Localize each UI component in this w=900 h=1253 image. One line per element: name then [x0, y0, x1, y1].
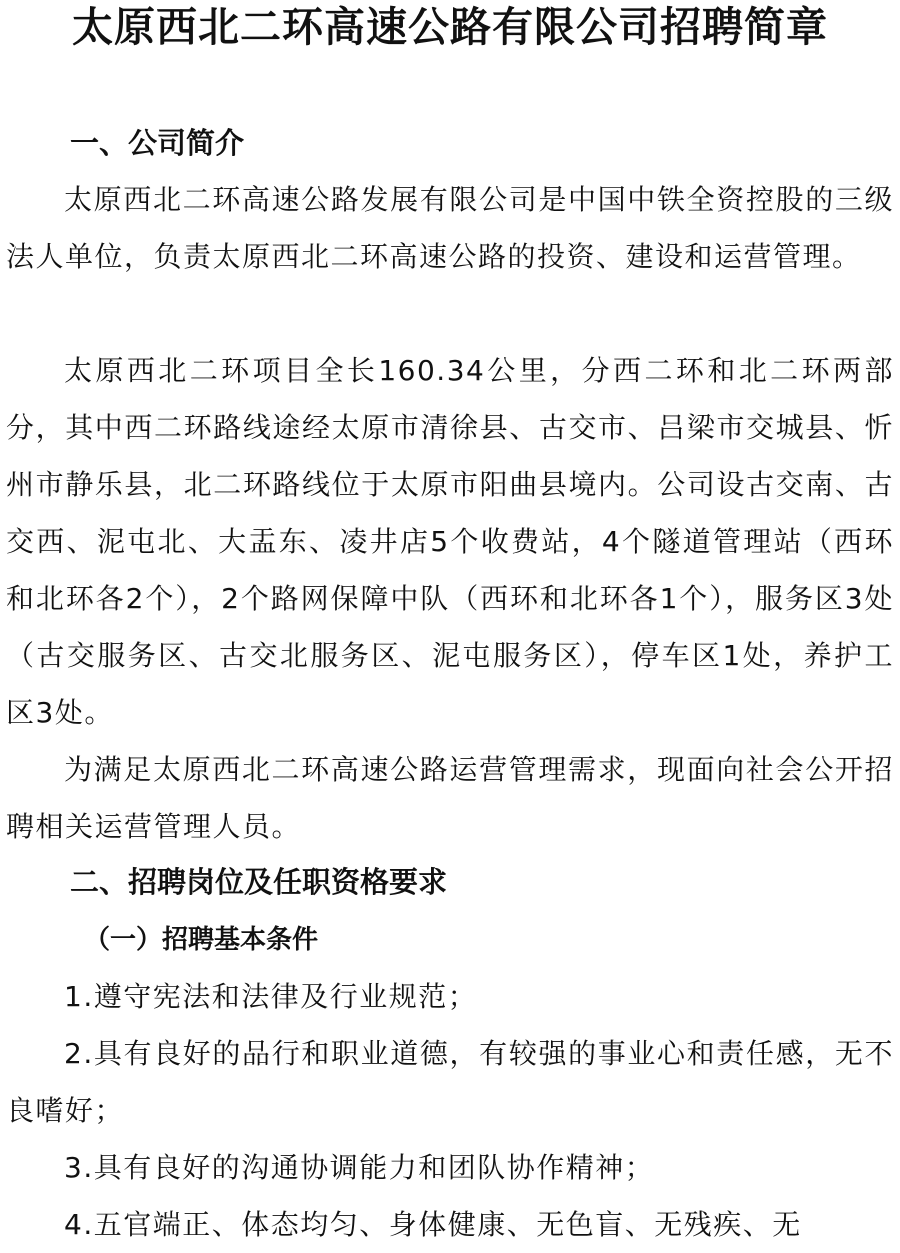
list-item: 4.五官端正、体态均匀、身体健康、无色盲、无残疾、无: [64, 1208, 802, 1241]
subheading-basic-conditions: （一）招聘基本条件: [84, 925, 319, 955]
document-title: 太原西北二环高速公路有限公司招聘简章: [72, 3, 828, 51]
list-item: 1.遵守宪法和法律及行业规范；: [64, 980, 478, 1013]
list-item: 2.具有良好的品行和职业道德，有较强的事业心和责任感，无不良嗜好；: [6, 1037, 894, 1127]
paragraph-project-description: 太原西北二环项目全长160.34公里，分西二环和北二环两部分，其中西二环路线途经太原市清徐县、古交市、吕梁市交城县、忻州市静乐县，北二环路线位于太原市阳曲县境内。公司设古交南、古交西、泥屯北、大盂东、凌井店5个收费站，4个隧道管理站（西环和北环各2个），2个路网保障中队（西环和北环各1个），服务区3处（古交服务区、古交北服务区、泥屯服务区），停车区1处，养护工区3处。: [6, 354, 894, 729]
paragraph-company-overview: 太原西北二环高速公路发展有限公司是中国中铁全资控股的三级法人单位，负责太原西北二环高速公路的投资、建设和运营管理。: [6, 183, 894, 273]
section-heading-positions-requirements: 二、招聘岗位及任职资格要求: [70, 865, 448, 899]
paragraph-recruitment-purpose: 为满足太原西北二环高速公路运营管理需求，现面向社会公开招聘相关运营管理人员。: [6, 753, 894, 843]
list-item: 3.具有良好的沟通协调能力和团队协作精神；: [64, 1151, 655, 1184]
section-heading-company-intro: 一、公司简介: [70, 126, 245, 160]
